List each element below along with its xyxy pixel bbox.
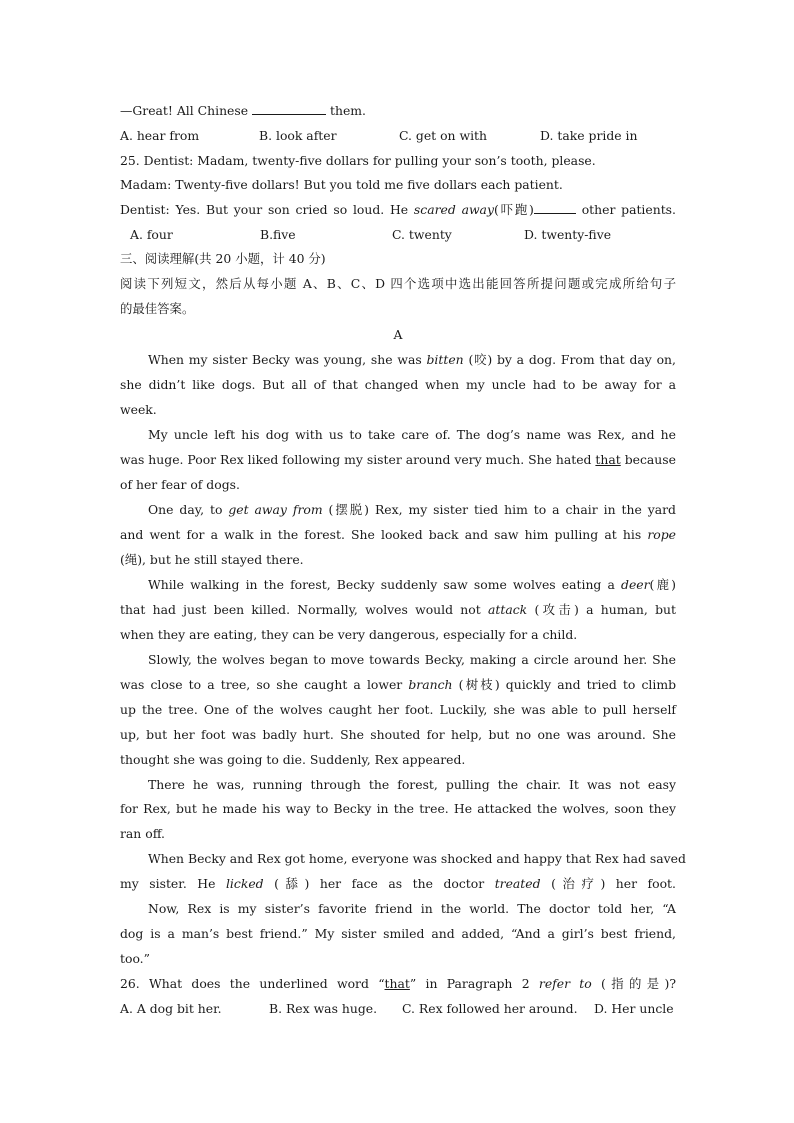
passage-line: When Becky and Rex got home, everyone was shocked and happy that Rex had saved [148, 851, 686, 866]
option-a: A. four [130, 227, 173, 242]
passage-line: week. [120, 402, 157, 417]
option-b: B. look after [259, 128, 337, 143]
option-d: D. take pride in [540, 128, 638, 143]
option-a: A. A dog bit her. [120, 1001, 222, 1016]
passage-line: up, but her foot was badly hurt. She shouted for help, but no one was around. She [120, 727, 676, 742]
passage-line: was close to a tree, so she caught a lower branch (树枝) quickly and tried to climb [120, 677, 677, 692]
passage-line: that had just been killed. Normally, wolves would not attack (攻击) a human, but [120, 602, 676, 617]
q26-stem: 26. What does the underlined word “that” in Paragraph 2 refer to (指的是)? [120, 976, 676, 991]
q25-line-3: Dentist: Yes. But your son cried so loud. He scared away(吓跑) other patients. [120, 202, 676, 217]
passage-line: dog is a man’s best friend.” My sister smiled and added, “And a girl’s best friend, [120, 926, 676, 941]
option-b: B. Rex was huge. [269, 1001, 378, 1016]
option-d: D. Her uncle [594, 1001, 674, 1016]
option-d: D. twenty-five [524, 227, 612, 242]
passage-line: of her fear of dogs. [120, 477, 240, 492]
option-a: A. hear from [120, 128, 200, 143]
passage-line: While walking in the forest, Becky suddenly saw some wolves eating a deer(鹿) [148, 577, 676, 592]
passage-line: ran off. [120, 826, 165, 841]
underlined-word: that [595, 452, 621, 467]
option-c: C. twenty [392, 227, 452, 242]
passage-line: (绳), but he still stayed there. [120, 552, 304, 567]
section-title: 三、阅读理解(共 20 小题，计 40 分) [120, 251, 326, 266]
passage-line: up the tree. One of the wolves caught her foot. Luckily, she was able to pull herself [120, 702, 676, 717]
option-b: B.five [260, 227, 296, 242]
passage-label: A [393, 327, 403, 342]
passage-line: when they are eating, they can be very dangerous, especially for a child. [120, 627, 578, 642]
passage-line: One day, to get away from (摆脱) Rex, my sister tied him to a chair in the yard [148, 502, 676, 517]
passage-line: was huge. Poor Rex liked following my sister around very much. She hated that because [120, 452, 676, 467]
passage-line: she didn’t like dogs. But all of that changed when my uncle had to be away for a [120, 377, 676, 392]
passage-line: and went for a walk in the forest. She looked back and saw him pulling at his rope [120, 527, 676, 542]
option-c: C. get on with [399, 128, 488, 143]
passage-line: for Rex, but he made his way to Becky in the tree. He attacked the wolves, soon they [120, 801, 676, 816]
option-c: C. Rex followed her around. [402, 1001, 578, 1016]
q24-stem: —Great! All Chinese them. [120, 103, 366, 118]
passage-line: Now, Rex is my sister’s favorite friend in the world. The doctor told her, “A [148, 901, 676, 916]
passage-line: My uncle left his dog with us to take care of. The dog’s name was Rex, and he [148, 427, 676, 442]
section-instruction-2: 的最佳答案。 [120, 301, 195, 316]
section-instruction-1: 阅读下列短文，然后从每小题 A、B、C、D 四个选项中选出能回答所提问题或完成所给句子 [120, 276, 676, 291]
passage-line: Slowly, the wolves began to move towards Becky, making a circle around her. She [148, 652, 676, 667]
passage-line: my sister. He licked (舔) her face as the doctor treated (治疗) her foot. [120, 876, 676, 891]
q25-line-2: Madam: Twenty-five dollars! But you told me five dollars each patient. [120, 177, 563, 192]
passage-line: too.” [120, 951, 150, 966]
passage-line: thought she was going to die. Suddenly, Rex appeared. [120, 752, 466, 767]
q25-line-1: 25. Dentist: Madam, twenty-five dollars for pulling your son’s tooth, please. [120, 153, 596, 168]
passage-line: When my sister Becky was young, she was bitten (咬) by a dog. From that day on, [148, 352, 676, 367]
answer-blank [252, 103, 326, 115]
passage-line: There he was, running through the forest, pulling the chair. It was not easy [148, 777, 676, 792]
answer-blank [534, 202, 576, 214]
